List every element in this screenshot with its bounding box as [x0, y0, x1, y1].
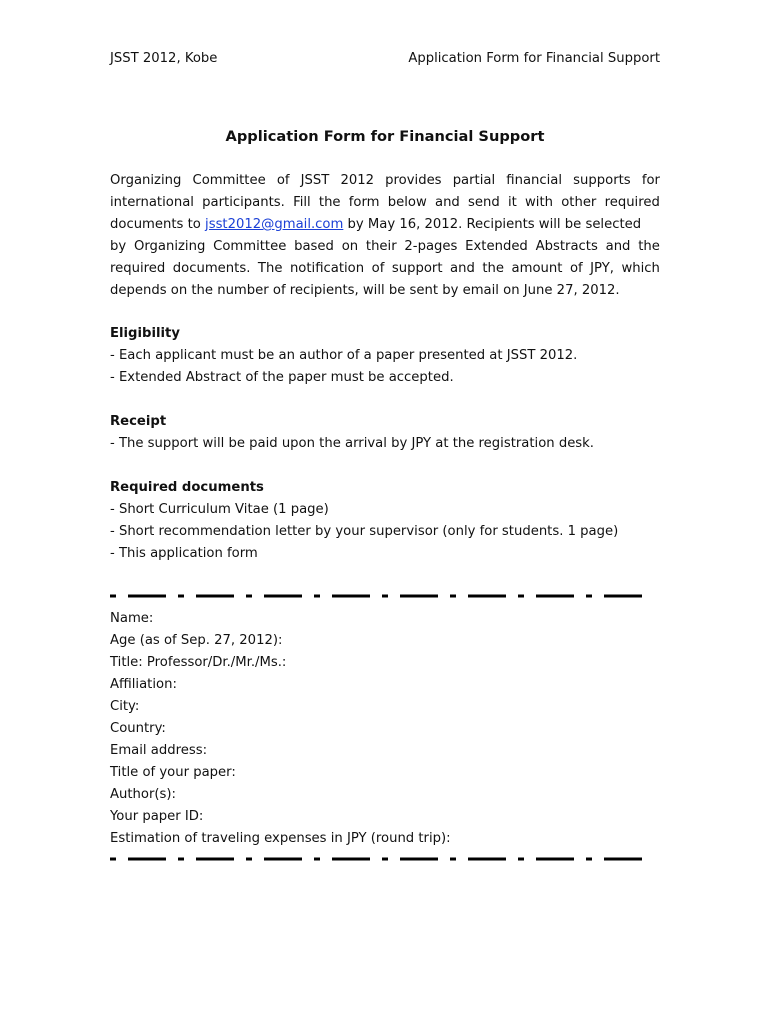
eligibility-heading: Eligibility — [110, 326, 180, 341]
field-paper-id: Your paper ID: — [110, 809, 204, 824]
intro-word: financial — [506, 173, 563, 188]
intro-word: required — [110, 261, 166, 276]
eligibility-item: - Each applicant must be an author of a paper presented at JSST 2012. — [110, 348, 578, 363]
intro-word: notification — [289, 261, 365, 276]
intro-word: it — [507, 195, 517, 210]
intro-word: amount — [511, 261, 563, 276]
field-authors: Author(s): — [110, 787, 177, 802]
intro-word: send — [468, 195, 500, 210]
cut-line-bottom — [110, 857, 646, 861]
intro-word: Abstracts — [535, 239, 598, 254]
intro-word: Extended — [465, 239, 528, 254]
intro-word: for — [641, 173, 660, 188]
intro-line-3-start: documents to — [110, 217, 206, 232]
intro-line-5 — [110, 258, 660, 280]
intro-word: participants. — [202, 195, 285, 210]
intro-word: of — [371, 261, 385, 276]
intro-word: support — [391, 261, 443, 276]
eligibility-section — [110, 323, 670, 389]
intro-word: of — [569, 261, 583, 276]
intro-line-4 — [110, 236, 660, 258]
intro-word: Committee — [192, 173, 266, 188]
field-country: Country: — [110, 721, 166, 736]
intro-word: JSST — [300, 173, 330, 188]
intro-word: which — [621, 261, 660, 276]
required-documents-section — [110, 477, 670, 565]
intro-word: their — [365, 239, 397, 254]
intro-word: the — [482, 261, 505, 276]
intro-word: Organizing — [133, 239, 206, 254]
intro-line-3 — [110, 214, 660, 236]
intro-word: partial — [452, 173, 496, 188]
required-document-item: - This application form — [110, 546, 258, 561]
required-document-item: - Short recommendation letter by your supervisor (only for students. 1 page) — [110, 524, 619, 539]
intro-word: form — [348, 195, 380, 210]
field-city: City: — [110, 699, 140, 714]
intro-word: required — [604, 195, 660, 210]
field-paper-title: Title of your paper: — [110, 765, 236, 780]
receipt-heading: Receipt — [110, 414, 167, 429]
receipt-item: - The support will be paid upon the arrival by JPY at the registration desk. — [110, 436, 595, 451]
intro-word: the — [638, 239, 660, 254]
intro-word: with — [525, 195, 553, 210]
intro-word: Committee — [213, 239, 287, 254]
intro-line-3-end: by May 16, 2012. Recipients will be selected — [343, 217, 642, 232]
header-conference: JSST 2012, Kobe — [110, 51, 218, 66]
eligibility-item: - Extended Abstract of the paper must be accepted. — [110, 370, 454, 385]
receipt-section — [110, 411, 670, 455]
field-title: Title: Professor/Dr./Mr./Ms.: — [110, 655, 287, 670]
intro-word: below — [387, 195, 427, 210]
intro-word: other — [561, 195, 597, 210]
intro-line-2 — [110, 192, 660, 214]
field-travel-expenses: Estimation of traveling expenses in JPY (round trip): — [110, 831, 451, 846]
intro-paragraph — [110, 170, 660, 302]
email-link[interactable]: jsst2012@gmail.com — [205, 217, 344, 232]
page-title: Application Form for Financial Support — [225, 128, 545, 145]
intro-word: on — [341, 239, 359, 254]
intro-word: based — [294, 239, 334, 254]
application-form-fields — [110, 608, 670, 850]
intro-word: Organizing — [110, 173, 182, 188]
intro-word: JPY, — [590, 261, 614, 276]
intro-word: supports — [573, 173, 631, 188]
header-form-title: Application Form for Financial Support — [408, 51, 660, 66]
intro-word: provides — [385, 173, 442, 188]
field-affiliation: Affiliation: — [110, 677, 177, 692]
intro-word: of — [276, 173, 290, 188]
intro-line-1 — [110, 170, 660, 192]
required-document-item: - Short Curriculum Vitae (1 page) — [110, 502, 329, 517]
intro-word: The — [257, 261, 283, 276]
intro-word: the — [318, 195, 341, 210]
intro-word: by — [110, 239, 127, 254]
intro-word: and — [450, 261, 475, 276]
field-age: Age (as of Sep. 27, 2012): — [110, 633, 283, 648]
intro-line-6: depends on the number of recipients, will be sent by email on June 27, 2012. — [110, 283, 620, 298]
intro-word: 2012 — [340, 173, 375, 188]
intro-word: international — [110, 195, 194, 210]
intro-word: and — [605, 239, 631, 254]
intro-word: 2-pages — [404, 239, 458, 254]
intro-word: and — [434, 195, 460, 210]
intro-word: Fill — [293, 195, 311, 210]
field-name: Name: — [110, 611, 154, 626]
field-email: Email address: — [110, 743, 208, 758]
required-documents-heading: Required documents — [110, 480, 264, 495]
intro-word: documents. — [172, 261, 251, 276]
cut-line-top — [110, 594, 646, 598]
